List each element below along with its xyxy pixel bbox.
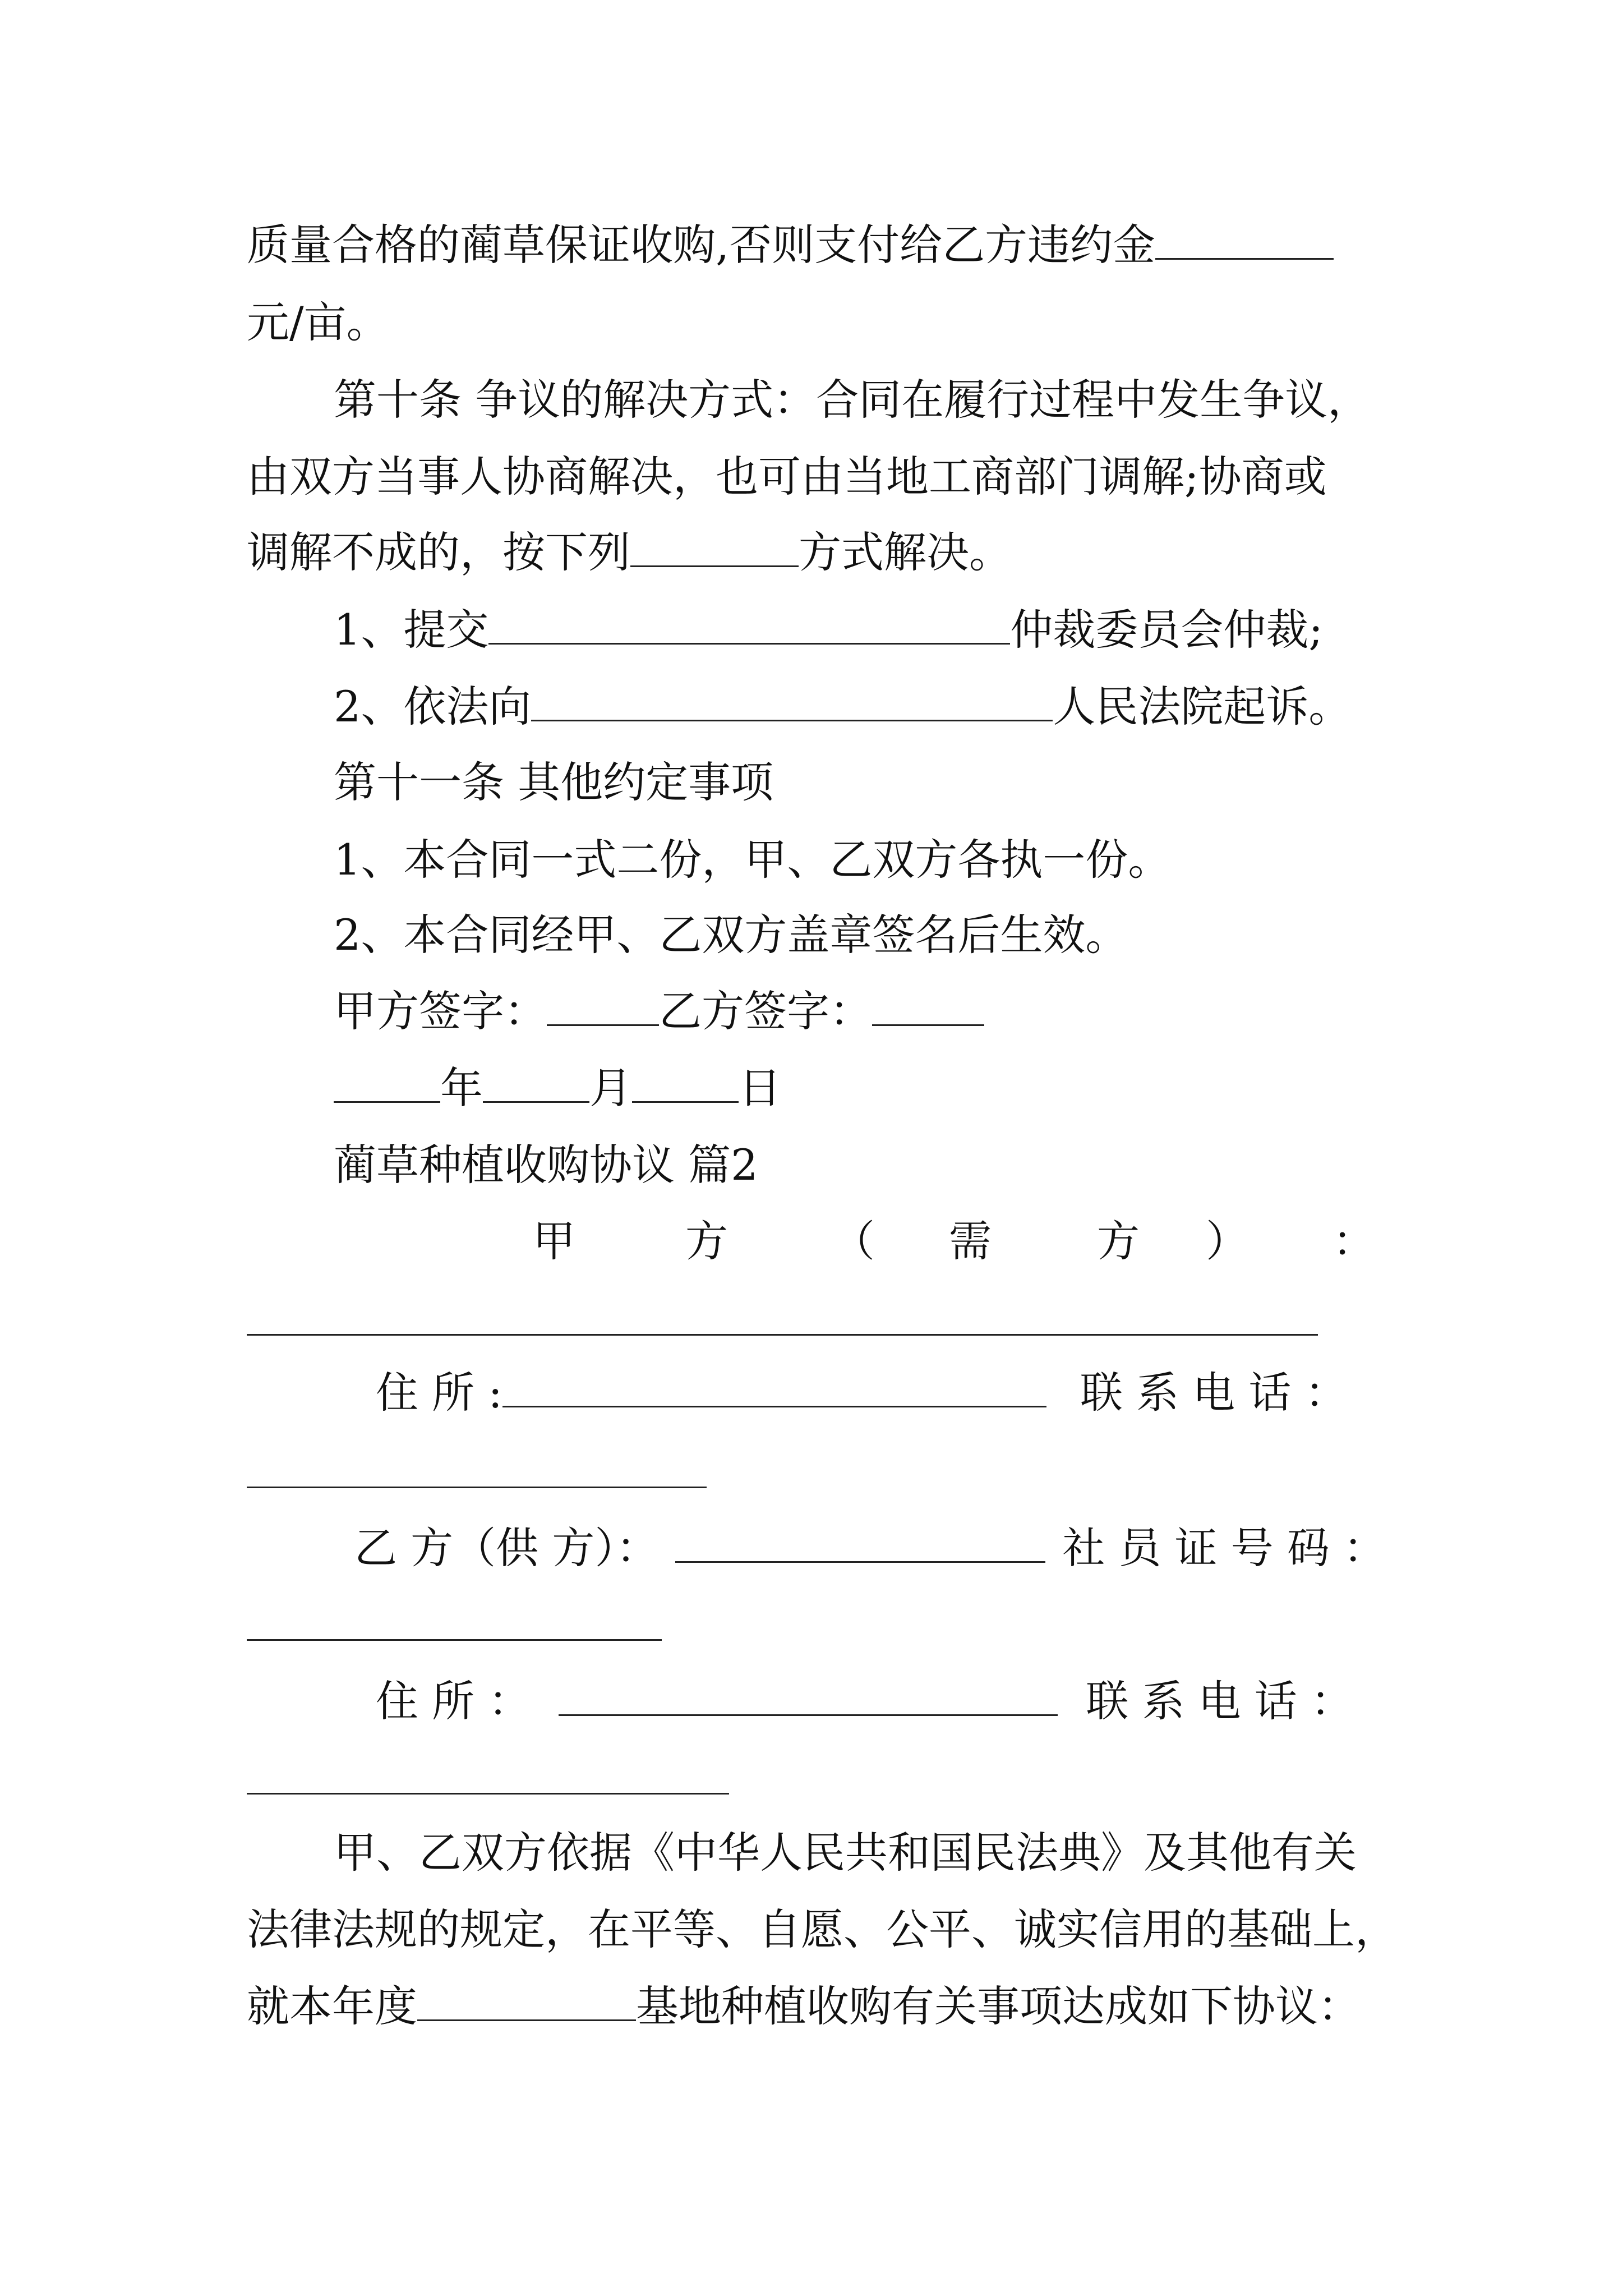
list-item	[334, 676, 1351, 738]
list-item	[334, 829, 1170, 891]
blank-field	[247, 1487, 707, 1488]
paragraph-line	[247, 1976, 1361, 2037]
text: 月	[589, 1063, 632, 1113]
text: 甲、乙双方依据《中华人民共和国民法典》及其他有关	[334, 1828, 1357, 1878]
text: 乙方签字：	[659, 986, 872, 1036]
text: 日	[739, 1063, 781, 1113]
blank-field	[247, 1334, 1318, 1336]
text: 2、本合同经甲、乙双方盖章签名后生效。	[334, 910, 1128, 960]
list-item	[334, 599, 1323, 661]
blank-field	[247, 1639, 662, 1641]
text: 甲方签字：	[334, 986, 547, 1036]
text: 联 系 电 话 ：	[1080, 1368, 1348, 1418]
text: 第十条 争议的解决方式：合同在履行过程中发生争议，	[334, 375, 1371, 425]
blank-field	[531, 685, 1053, 721]
paragraph-line	[247, 1899, 1398, 1961]
paragraph-line	[247, 446, 1327, 508]
text: 元/亩。	[247, 297, 389, 347]
text: 方式解决。	[799, 527, 1012, 577]
text: 就本年度	[247, 1981, 417, 2031]
text: 调解不成的，按下列	[247, 527, 630, 577]
char: 方	[685, 1216, 728, 1266]
char: ）	[1206, 1216, 1248, 1266]
section-title	[334, 1134, 758, 1196]
blank-field	[675, 1526, 1045, 1563]
text: 住 所 ：	[376, 1676, 531, 1726]
char: 需	[949, 1216, 992, 1266]
blank-field	[632, 1066, 739, 1103]
text: 第十一条 其他约定事项	[334, 757, 774, 807]
text: 质量合格的蔺草保证收购,否则支付给乙方违约金	[247, 220, 1156, 270]
char: 方	[1097, 1216, 1140, 1266]
blank-field	[488, 608, 1010, 645]
list-item	[334, 904, 1128, 966]
blank-field	[502, 1371, 1046, 1407]
text: 由双方当事人协商解决，也可由当地工商部门调解;协商或	[247, 452, 1327, 501]
text: 乙 方（供 方）：	[354, 1523, 659, 1573]
text: 仲裁委员会仲裁;	[1010, 605, 1323, 655]
blank-field	[483, 1066, 589, 1103]
address-line	[376, 1671, 1353, 1732]
party-a-line	[533, 1211, 1375, 1272]
blank-field	[630, 531, 799, 567]
date-line	[334, 1057, 781, 1119]
paragraph-line	[247, 292, 389, 353]
blank-field	[417, 1985, 636, 2021]
blank-field	[559, 1680, 1058, 1716]
text: 1、提交	[334, 605, 489, 655]
signature-line	[334, 981, 984, 1042]
blank-field	[1155, 223, 1334, 260]
paragraph-line	[247, 214, 1334, 276]
article-heading-line	[334, 369, 1370, 431]
text: 联 系 电 话 ：	[1086, 1676, 1353, 1726]
party-b-line	[354, 1517, 1386, 1579]
text: 年	[440, 1063, 483, 1113]
char: （	[832, 1216, 875, 1266]
text: 法律法规的规定，在平等、自愿、公平、诚实信用的基础上，	[247, 1904, 1398, 1954]
char: ：	[1332, 1216, 1375, 1266]
paragraph-line	[247, 522, 1012, 583]
paragraph-line	[334, 1822, 1357, 1884]
address-line	[376, 1362, 1348, 1424]
text: 人民法院起诉。	[1053, 682, 1352, 731]
text: 社 员 证 号 码 ：	[1062, 1523, 1386, 1573]
text: 蔺草种植收购协议 篇2	[334, 1140, 758, 1190]
blank-field	[247, 1793, 729, 1795]
blank-field	[872, 990, 984, 1026]
text: 基地种植收购有关事项达成如下协议：	[636, 1981, 1361, 2031]
text: 1、本合同一式二份，甲、乙双方各执一份。	[334, 835, 1171, 885]
blank-field	[334, 1066, 440, 1103]
text: 住 所 :	[376, 1368, 502, 1418]
blank-field	[547, 990, 659, 1026]
char: 甲	[533, 1216, 575, 1266]
article-heading-line	[334, 752, 773, 813]
text: 2、依法向	[334, 682, 532, 731]
